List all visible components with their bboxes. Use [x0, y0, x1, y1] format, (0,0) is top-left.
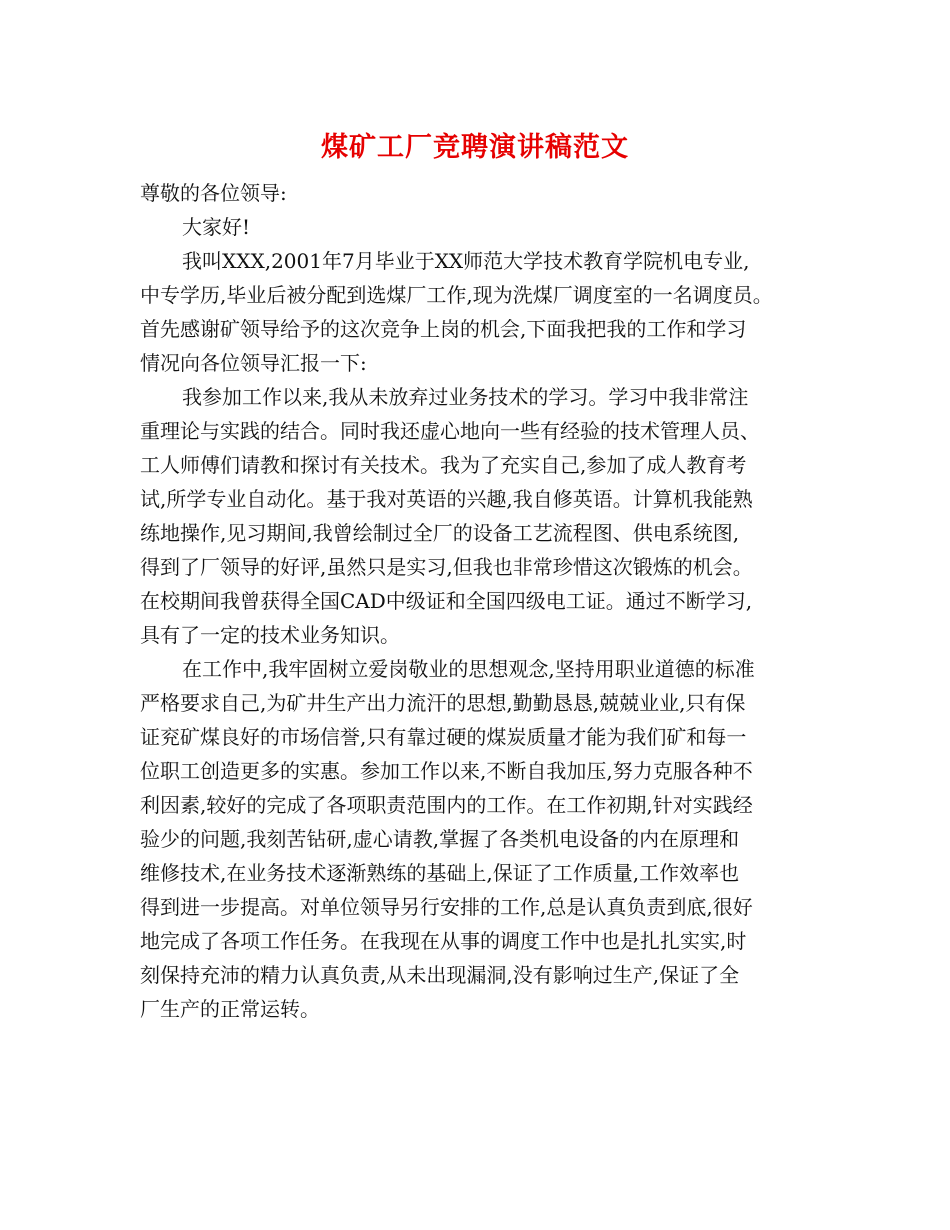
document-body	[140, 176, 812, 1026]
paragraph-line: 情况向各位领导汇报一下:	[140, 351, 367, 375]
paragraph-2	[140, 380, 812, 652]
salutation: 尊敬的各位领导:	[140, 181, 287, 205]
paragraph-line: 刻保持充沛的精力认真负责,从未出现漏洞,没有影响过生产,保证了全	[140, 963, 740, 987]
paragraph-line: 严格要求自己,为矿井生产出力流汗的思想,勤勤恳恳,兢兢业业,只有保	[140, 691, 746, 715]
paragraph-line: 地完成了各项工作任务。在我现在从事的调度工作中也是扎扎实实,时	[140, 929, 747, 953]
paragraph-line: 我叫XXX,2001年7月毕业于XX师范大学技术教育学院机电专业,	[182, 249, 750, 273]
paragraph-line: 证兖矿煤良好的市场信誉,只有靠过硬的煤炭质量才能为我们矿和每一	[140, 725, 747, 749]
paragraph-line: 首先感谢矿领导给予的这次竞争上岗的机会,下面我把我的工作和学习	[140, 317, 747, 341]
paragraph-line: 利因素,较好的完成了各项职责范围内的工作。在工作初期,针对实践经	[140, 793, 753, 817]
paragraph-line: 验少的问题,我刻苦钻研,虚心请教,掌握了各类机电设备的内在原理和	[140, 827, 740, 851]
paragraph-line: 我参加工作以来,我从未放弃过业务技术的学习。学习中我非常注	[182, 385, 749, 409]
paragraph-1	[140, 244, 812, 380]
paragraph-3	[140, 652, 812, 1026]
paragraph-line: 中专学历,毕业后被分配到选煤厂工作,现为洗煤厂调度室的一名调度员。	[140, 283, 773, 307]
paragraph-line: 具有了一定的技术业务知识。	[140, 623, 400, 647]
paragraph-line: 得到进一步提高。对单位领导另行安排的工作,总是认真负责到底,很好	[140, 895, 753, 919]
paragraph-line: 位职工创造更多的实惠。参加工作以来,不断自我加压,努力克服各种不	[140, 759, 753, 783]
paragraph-line: 试,所学专业自动化。基于我对英语的兴趣,我自修英语。计算机我能熟	[140, 487, 753, 511]
paragraph-line: 在工作中,我牢固树立爱岗敬业的思想观念,坚持用职业道德的标准	[182, 657, 755, 681]
paragraph-line: 维修技术,在业务技术逐渐熟练的基础上,保证了工作质量,工作效率也	[140, 861, 740, 885]
document-title: 煤矿工厂竞聘演讲稿范文	[321, 132, 629, 163]
paragraph-line: 厂生产的正常运转。	[140, 997, 320, 1021]
paragraph-line: 工人师傅们请教和探讨有关技术。我为了充实自己,参加了成人教育考	[140, 453, 747, 477]
greeting: 大家好!	[182, 215, 251, 239]
paragraph-line: 练地操作,见习期间,我曾绘制过全厂的设备工艺流程图、供电系统图,	[140, 521, 740, 545]
paragraph-line: 重理论与实践的结合。同时我还虚心地向一些有经验的技术管理人员、	[140, 419, 760, 443]
paragraph-line: 在校期间我曾获得全国CAD中级证和全国四级电工证。通过不断学习,	[140, 589, 753, 613]
paragraph-line: 得到了厂领导的好评,虽然只是实习,但我也非常珍惜这次锻炼的机会。	[140, 555, 753, 579]
